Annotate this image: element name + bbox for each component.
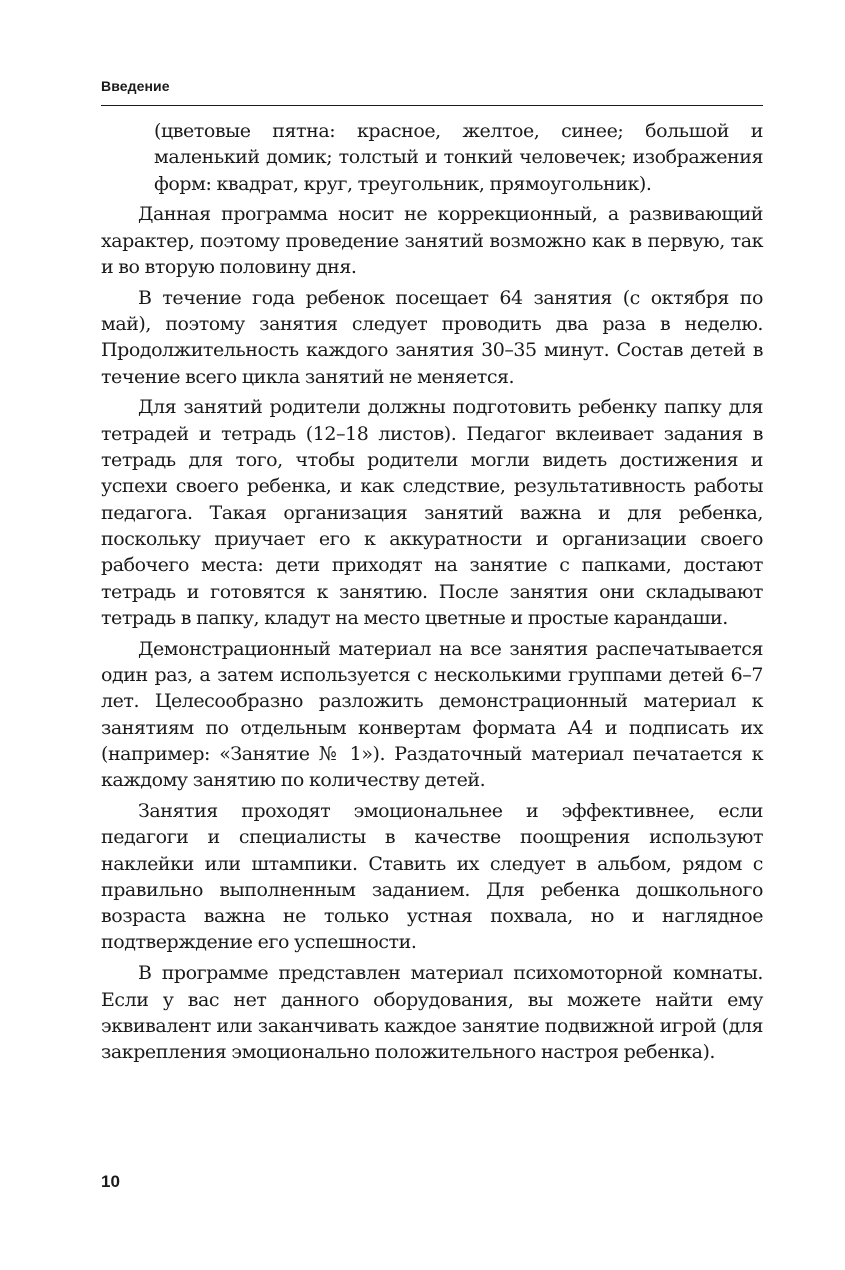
paragraph: Данная программа носит не коррекционный, а развивающий характер, поэтому проведение занятий возможно как в первую, так и во вторую половину дня. [101, 203, 763, 278]
page-number: 10 [101, 1172, 120, 1191]
paragraph: Занятия проходят эмоциональнее и эффективнее, если педагоги и специалисты в качестве поощрения используют наклейки или штампики. Ставить их следует в альбом, рядом с правильно выполненным заданием. Для ребенка дошкольного возраста важна не только устная похвала, но и наглядное подтверждение его успешности. [101, 799, 763, 954]
header-rule [101, 105, 763, 106]
running-head: Введение [101, 78, 170, 94]
paragraph: В течение года ребенок посещает 64 занятия (с октября по май), поэтому занятия следует проводить два раза в неделю. Продолжительность каждого занятия 30–35 минут. Состав детей в течение всего цикла занятий не меняется. [101, 286, 763, 388]
paragraph: Для занятий родители должны подготовить ребенку папку для тетрадей и тетрадь (12–18 листов). Педагог вклеивает задания в тетрадь для того, чтобы родители могли видеть достижения и успехи своего ребенка, и как следствие, результативность работы педагога. Такая организация занятий важна и для ребенка, поскольку приучает его к аккуратности и организации своего рабочего места: дети приходят на занятие с папками, достают тетрадь и готовятся к занятию. После занятия они складывают тетрадь в папку, кладут на место цветные и простые карандаши. [101, 396, 763, 629]
paragraph-continued-list: (цветовые пятна: красное, желтое, синее; большой и маленький домик; толстый и тонкий человечек; изображения форм: квадрат, круг, треугольник, прямоугольник). [154, 120, 763, 195]
paragraph: Демонстрационный материал на все занятия распечатывается один раз, а затем используется с несколькими группами детей 6–7 лет. Целесообразно разложить демонстрационный материал к занятиям по отдельным конвертам формата А4 и подписать их (например: «Занятие № 1»). Раздаточный материал печатается к каждому занятию по количеству детей. [101, 637, 763, 792]
body-text [101, 118, 763, 1070]
paragraph: В программе представлен материал психомоторной комнаты. Если у вас нет данного оборудования, вы можете найти ему эквивалент или заканчивать каждое занятие подвижной игрой (для закрепления эмоционально положительного настроя ребенка). [101, 962, 763, 1064]
